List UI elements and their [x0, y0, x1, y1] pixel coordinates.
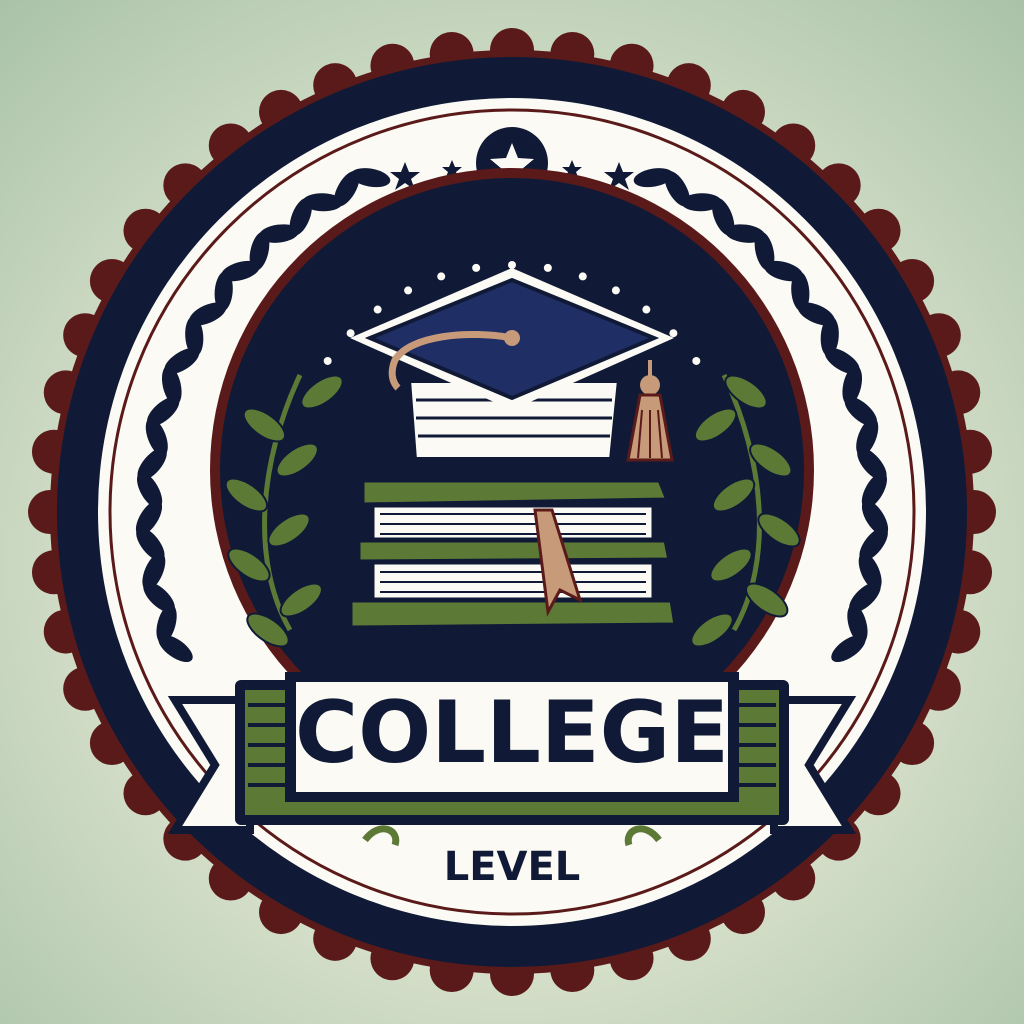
badge-subtitle: LEVEL	[443, 844, 581, 890]
book-stack-icon	[350, 480, 676, 628]
badge-title: COLLEGE	[295, 683, 729, 783]
